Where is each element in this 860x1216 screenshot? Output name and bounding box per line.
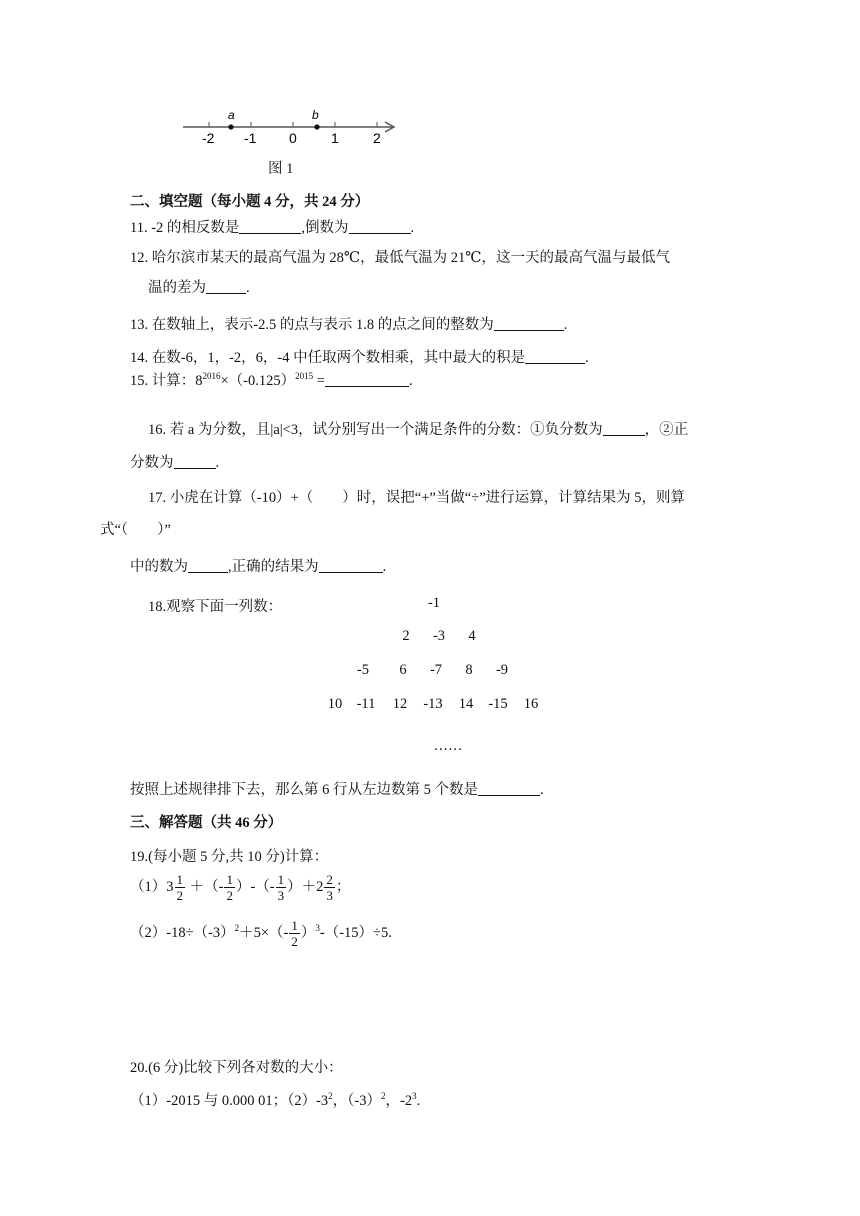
q15-text: .	[408, 373, 413, 389]
q17-text: .	[382, 559, 387, 575]
denominator: 3	[277, 888, 285, 903]
tick-label: 1	[331, 130, 339, 146]
question-19-part1	[130, 872, 350, 903]
q17-text: 中的数为	[130, 559, 188, 575]
triangle-number: 6	[399, 662, 407, 678]
numerator: 2	[326, 872, 333, 887]
answer-blank	[603, 421, 645, 437]
denominator: 3	[326, 888, 333, 903]
exponent: 2	[234, 922, 240, 933]
question-16-line1	[148, 418, 688, 439]
question-11	[130, 216, 414, 237]
denominator: 2	[291, 934, 298, 949]
q19-text: ）＋2	[287, 878, 324, 895]
exponent: 2	[328, 1091, 333, 1101]
q20-text: ，（-3）	[332, 1093, 382, 1109]
section3-heading: 三、解答题（共 46 分）	[130, 815, 283, 831]
point-a-label: a	[228, 108, 235, 122]
question-17-line2: 式“（ ）”	[100, 522, 171, 538]
q20-text: （1）-2015 与 0.000 01；（2）-3	[130, 1093, 329, 1109]
question-16-line2	[130, 451, 219, 472]
q18-text: .	[540, 782, 544, 798]
question-14	[130, 346, 589, 367]
question-15	[130, 369, 413, 390]
q16-text: .	[215, 455, 220, 471]
q14-text: 14. 在数-6，1，-2，6，-4 中任取两个数相乘，其中最大的积是	[130, 350, 526, 366]
numerator: 1	[226, 872, 233, 887]
q11-text: .	[410, 220, 415, 236]
question-19-title: 19.(每小题 5 分,共 10 分)计算：	[130, 849, 329, 865]
triangle-number: 2	[402, 628, 410, 644]
q19-text: ）	[300, 924, 316, 941]
triangle-number: -9	[495, 662, 509, 678]
numerator: 1	[277, 872, 285, 887]
exponent: 3	[315, 922, 320, 933]
q19-text: ；	[335, 878, 351, 895]
question-20-title: 20.(6 分)比较下列各对数的大小：	[130, 1060, 343, 1076]
q13-text: .	[563, 317, 568, 333]
q20-text: ，-2	[385, 1093, 413, 1109]
fraction	[289, 918, 300, 949]
question-18-question	[130, 778, 544, 799]
number-line-figure	[175, 105, 405, 150]
question-12-line2	[148, 276, 250, 297]
q14-text: .	[585, 350, 589, 366]
triangle-number: 10	[327, 696, 343, 712]
q19-text: ）-（-	[235, 878, 275, 895]
tick-label: -2	[202, 130, 215, 146]
triangle-number: -7	[429, 662, 443, 678]
q19-text: （2）-18÷（-3）	[130, 924, 235, 941]
answer-blank	[325, 372, 409, 388]
tick-label: -1	[244, 130, 257, 146]
fraction	[175, 872, 186, 903]
triangle-number: -1	[427, 595, 441, 611]
point-b-dot	[314, 124, 319, 129]
triangle-number: 16	[523, 696, 539, 712]
triangle-number: 8	[465, 662, 473, 678]
fraction	[276, 872, 287, 903]
question-17-line3	[130, 555, 386, 576]
triangle-number: 14	[458, 696, 474, 712]
triangle-ellipsis: ……	[433, 738, 463, 754]
exponent: 3	[412, 1091, 417, 1101]
q15-text: 15. 计算：8	[130, 373, 203, 389]
answer-blank	[525, 349, 585, 365]
answer-blank	[188, 558, 228, 574]
triangle-number: -3	[432, 628, 446, 644]
triangle-number: -15	[488, 696, 508, 712]
q19-text: ＋5×（-	[239, 924, 289, 941]
question-20-body	[130, 1089, 420, 1110]
section2-heading: 二、填空题（每小题 4 分，共 24 分）	[130, 194, 370, 210]
point-b-label: b	[312, 108, 319, 122]
point-a-dot	[228, 124, 233, 129]
answer-blank	[239, 219, 301, 235]
answer-blank	[494, 316, 564, 332]
question-12-line1: 12. 哈尔滨市某天的最高气温为 28℃，最低气温为 21℃，这一天的最高气温与最低气	[130, 250, 670, 266]
triangle-number: -11	[356, 696, 376, 712]
exponent: 2	[381, 1091, 386, 1101]
numerator: 1	[176, 872, 183, 887]
q19-text: （1）3	[130, 878, 174, 895]
q18-text: 按照上述规律排下去，那么第 6 行从左边数第 5 个数是	[130, 782, 478, 798]
tick-label: 0	[289, 130, 297, 146]
fraction	[324, 872, 335, 903]
triangle-number: -5	[356, 662, 370, 678]
fraction	[224, 872, 235, 903]
q17-text: ,正确的结果为	[228, 559, 319, 575]
tick-label: 2	[373, 130, 381, 146]
q11-text: 11. -2 的相反数是	[130, 220, 240, 236]
answer-blank	[319, 558, 383, 574]
triangle-number: 12	[392, 696, 408, 712]
question-18-intro: 18.观察下面一列数：	[148, 599, 283, 615]
q12-text: .	[246, 280, 250, 296]
exponent: 2016	[202, 371, 221, 381]
answer-blank	[174, 454, 216, 470]
q11-text: ,倒数为	[301, 220, 349, 236]
q19-text: ＋（-	[186, 878, 224, 895]
question-17-line1: 17. 小虎在计算（-10）+（ ）时，误把“+”当做“÷”进行运算，计算结果为 5，则算	[148, 490, 686, 506]
q16-text: 分数为	[130, 455, 174, 471]
q16-text: ，②正	[644, 422, 689, 438]
answer-blank	[478, 781, 540, 797]
q15-text: ×（-0.125）	[220, 373, 296, 389]
triangle-number: 4	[468, 628, 476, 644]
question-13	[130, 313, 567, 334]
answer-blank	[206, 279, 246, 295]
q13-text: 13. 在数轴上，表示-2.5 的点与表示 1.8 的点之间的整数为	[130, 317, 494, 333]
q12-text: 温的差为	[148, 280, 206, 296]
denominator: 2	[226, 888, 233, 903]
answer-blank	[349, 219, 411, 235]
question-19-part2	[130, 918, 392, 949]
q19-text: -（-15）÷5.	[319, 924, 392, 941]
q20-text: .	[416, 1093, 421, 1109]
exponent: 2015	[295, 371, 314, 381]
denominator: 2	[176, 888, 183, 903]
numerator: 1	[291, 918, 298, 933]
q15-text: =	[313, 373, 325, 389]
q16-text: 16. 若 a 为分数，且|a|<3，试分别写出一个满足条件的分数：①负分数为	[148, 422, 603, 438]
triangle-number: -13	[423, 696, 443, 712]
figure-caption: 图 1	[268, 161, 294, 177]
